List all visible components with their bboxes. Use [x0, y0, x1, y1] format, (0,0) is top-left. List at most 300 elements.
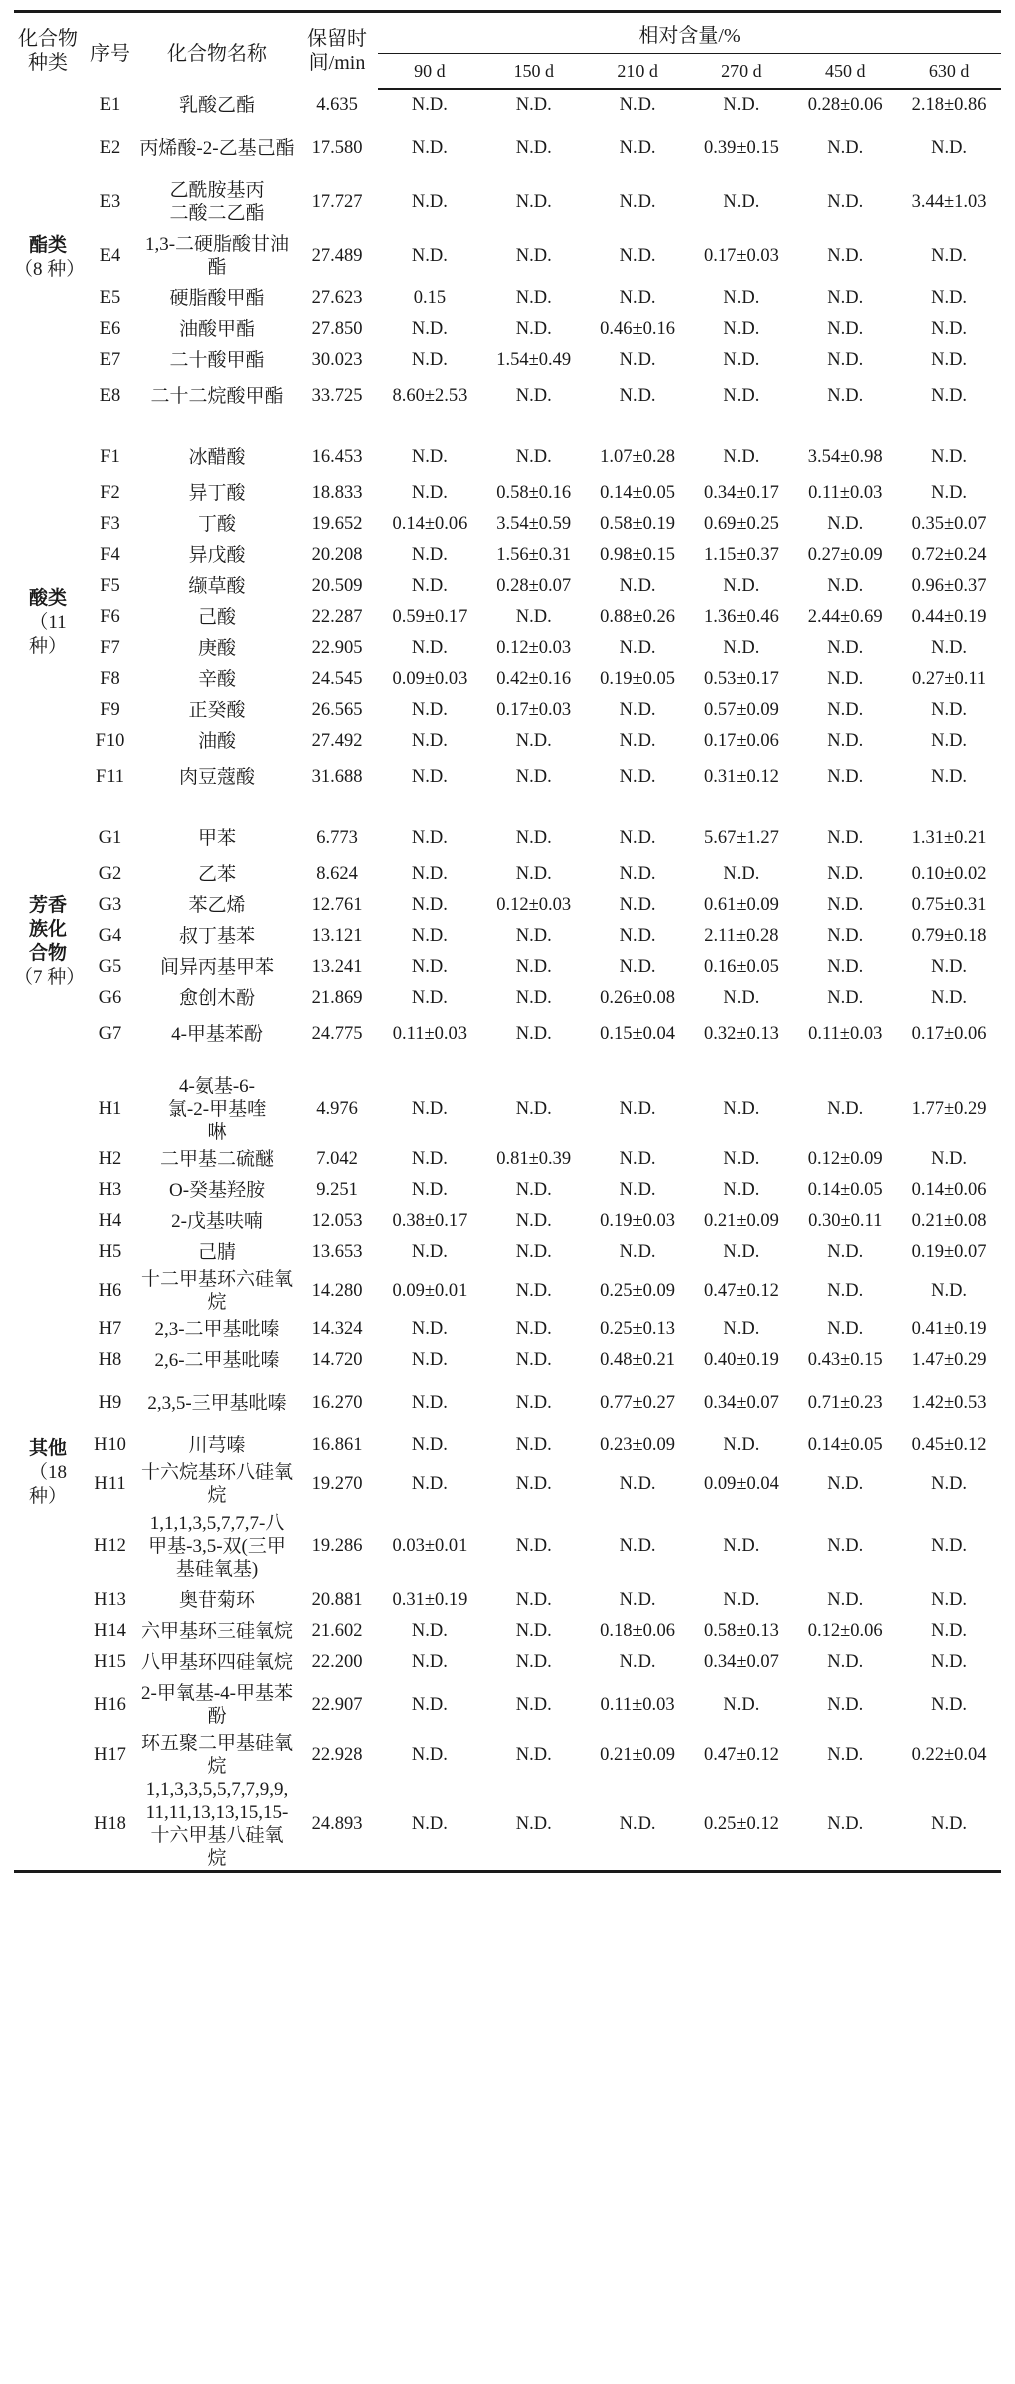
compound-name-cell [138, 1065, 296, 1144]
content-value-630d: N.D. [931, 1473, 968, 1494]
compound-id: G4 [98, 926, 122, 946]
table-row [14, 376, 1001, 427]
table-row [14, 89, 1001, 121]
compound-name: 缬草酸 [188, 576, 246, 597]
content-value-450d: N.D. [827, 386, 864, 406]
content-value-90d: 0.14±0.06 [392, 514, 468, 534]
compound-name: 异戊酸 [188, 545, 246, 566]
content-value-450d: N.D. [827, 638, 864, 658]
compound-name: 异丁酸 [188, 483, 246, 504]
content-value-630d: N.D. [931, 988, 968, 1008]
table-row [14, 121, 1001, 175]
content-value-150d: N.D. [515, 288, 552, 308]
content-value-210d: N.D. [619, 137, 656, 158]
header-category: 化合物种类 [18, 28, 78, 74]
content-value-150d: N.D. [515, 1099, 552, 1119]
retention-time: 26.565 [311, 700, 363, 720]
content-value-90d: N.D. [411, 1242, 448, 1262]
content-value-90d: N.D. [411, 700, 448, 720]
content-value-450d: 0.27±0.09 [807, 545, 883, 565]
content-value-450d: N.D. [827, 957, 864, 977]
retention-time: 21.602 [311, 1621, 363, 1641]
content-value-90d: N.D. [411, 350, 448, 370]
content-value-630d: 0.44±0.19 [911, 607, 987, 627]
compound-name-cell [138, 952, 296, 983]
compound-id: H10 [94, 1435, 126, 1455]
compound-name: 2,6-二甲基吡嗪 [154, 1350, 280, 1371]
content-value-150d: N.D. [515, 1242, 552, 1262]
compound-name-cell [138, 283, 296, 314]
compound-id: H14 [94, 1621, 126, 1641]
content-value-630d: 0.14±0.06 [911, 1180, 987, 1200]
retention-time: 22.200 [311, 1652, 363, 1672]
retention-time: 14.720 [311, 1350, 363, 1370]
content-value-150d: 3.54±0.59 [496, 514, 572, 534]
category-label: 其他 [28, 1437, 67, 1459]
content-value-210d: 0.46±0.16 [600, 319, 676, 339]
content-value-270d: 0.25±0.12 [703, 1813, 779, 1834]
content-value-630d: N.D. [931, 245, 968, 266]
retention-time: 24.545 [311, 669, 363, 689]
content-value-90d: N.D. [411, 1180, 448, 1200]
content-value-90d: N.D. [411, 1392, 448, 1413]
compound-id: F6 [100, 607, 120, 627]
content-value-90d: N.D. [411, 483, 448, 503]
table-row [14, 1616, 1001, 1647]
compound-id: F4 [100, 545, 120, 565]
category-label: 芳香族化合物 [28, 894, 67, 964]
content-value-90d: N.D. [411, 447, 448, 467]
table-row [14, 1430, 1001, 1461]
compound-id: E3 [99, 191, 121, 212]
compound-name: 愈创木酚 [178, 988, 255, 1009]
content-value-630d: N.D. [931, 767, 968, 787]
content-value-450d: 0.11±0.03 [808, 483, 883, 503]
content-value-450d: N.D. [827, 1590, 864, 1610]
content-value-630d: N.D. [931, 288, 968, 308]
compound-name-cell [138, 478, 296, 509]
category-cell [14, 808, 86, 1065]
compound-id: H1 [98, 1099, 122, 1119]
content-value-630d: N.D. [931, 1280, 968, 1301]
content-value-630d: N.D. [931, 957, 968, 977]
content-value-270d: N.D. [723, 1099, 760, 1119]
compound-name: 2-戊基呋喃 [171, 1211, 263, 1232]
content-value-270d: N.D. [723, 1180, 760, 1200]
content-value-270d: 1.15±0.37 [703, 545, 779, 565]
table-row [14, 952, 1001, 983]
compound-name: 4-甲基苯酚 [171, 1024, 263, 1045]
content-value-150d: N.D. [515, 1744, 552, 1765]
compound-name-cell [138, 1507, 296, 1585]
content-value-210d: 0.26±0.08 [600, 988, 676, 1008]
compound-name-cell [138, 859, 296, 890]
compound-id: H2 [98, 1149, 122, 1169]
table-row [14, 229, 1001, 283]
content-value-150d: 0.17±0.03 [496, 700, 572, 720]
content-value-150d: N.D. [515, 1024, 552, 1044]
content-value-210d: 0.19±0.03 [600, 1211, 676, 1231]
compound-name-cell [138, 1430, 296, 1461]
content-value-210d: 0.18±0.06 [600, 1621, 676, 1641]
compound-id: G5 [98, 957, 122, 977]
compound-id: E8 [99, 386, 121, 406]
content-value-630d: 0.10±0.02 [911, 864, 987, 884]
content-value-90d: 0.03±0.01 [392, 1535, 468, 1556]
content-value-450d: 0.11±0.03 [808, 1024, 883, 1044]
compound-name-cell [138, 1461, 296, 1507]
content-value-150d: 0.12±0.03 [496, 895, 572, 915]
content-value-210d: 0.23±0.09 [600, 1435, 676, 1455]
table-row [14, 1647, 1001, 1678]
content-value-630d: N.D. [931, 483, 968, 503]
content-value-210d: N.D. [619, 638, 656, 658]
content-value-270d: 0.31±0.12 [703, 767, 779, 787]
content-value-450d: 0.14±0.05 [807, 1180, 883, 1200]
retention-time: 24.893 [311, 1813, 363, 1834]
content-value-630d: 0.21±0.08 [911, 1211, 987, 1231]
retention-time: 17.580 [311, 137, 363, 158]
content-value-150d: N.D. [515, 1319, 552, 1339]
content-value-270d: 0.21±0.09 [703, 1211, 779, 1231]
content-value-210d: 0.11±0.03 [600, 1694, 675, 1715]
content-value-210d: N.D. [619, 350, 656, 370]
category-label: 酸类 [28, 587, 67, 609]
content-value-270d: 5.67±1.27 [703, 828, 779, 848]
content-value-630d: 1.77±0.29 [911, 1099, 987, 1119]
content-value-150d: N.D. [515, 1652, 552, 1672]
compound-name: 十六烷基环八硅氧烷 [140, 1462, 293, 1506]
content-value-90d: N.D. [411, 245, 448, 266]
compound-name: 硬脂酸甲酯 [169, 288, 265, 309]
content-value-270d: 0.09±0.04 [703, 1473, 779, 1494]
table-row [14, 602, 1001, 633]
compound-name-cell [138, 571, 296, 602]
content-value-630d: 0.35±0.07 [911, 514, 987, 534]
content-value-270d: 0.69±0.25 [703, 514, 779, 534]
retention-time: 22.907 [311, 1694, 363, 1715]
content-value-150d: N.D. [515, 926, 552, 946]
compound-name-cell [138, 509, 296, 540]
content-value-90d: N.D. [411, 864, 448, 884]
content-value-210d: N.D. [619, 1813, 656, 1834]
compound-name: 苯乙烯 [188, 895, 246, 916]
content-value-630d: N.D. [931, 1590, 968, 1610]
content-value-450d: N.D. [827, 319, 864, 339]
content-value-210d: N.D. [619, 767, 656, 787]
compound-name: 十二甲基环六硅氧烷 [140, 1269, 293, 1313]
content-value-270d: N.D. [723, 386, 760, 406]
compound-name-cell [138, 427, 296, 478]
table-row [14, 1507, 1001, 1585]
content-value-90d: N.D. [411, 1694, 448, 1715]
compound-name: 己腈 [197, 1242, 236, 1263]
compound-name-cell [138, 175, 296, 229]
compound-name-cell [138, 633, 296, 664]
retention-time: 22.928 [311, 1744, 363, 1765]
retention-time: 6.773 [316, 828, 358, 848]
compound-name-cell [138, 921, 296, 952]
content-value-450d: N.D. [827, 137, 864, 158]
content-value-270d: 0.47±0.12 [703, 1744, 779, 1765]
compound-id: G7 [98, 1024, 122, 1044]
content-value-630d: N.D. [931, 1621, 968, 1641]
compound-name: 川芎嗪 [188, 1435, 246, 1456]
content-value-630d: 2.18±0.86 [911, 95, 987, 115]
compound-id: G3 [98, 895, 122, 915]
content-value-210d: 0.98±0.15 [600, 545, 676, 565]
content-value-210d: N.D. [619, 191, 656, 212]
table-row [14, 1206, 1001, 1237]
retention-time: 18.833 [311, 483, 363, 503]
content-value-90d: N.D. [411, 1149, 448, 1169]
content-value-210d: N.D. [619, 1242, 656, 1262]
compound-name-cell [138, 121, 296, 175]
content-value-90d: N.D. [411, 828, 448, 848]
content-value-90d: 0.11±0.03 [392, 1024, 468, 1044]
content-value-150d: N.D. [515, 447, 552, 467]
content-value-270d: 0.34±0.17 [703, 483, 779, 503]
header-name: 化合物名称 [167, 42, 267, 65]
content-value-450d: N.D. [827, 864, 864, 884]
content-value-90d: N.D. [411, 137, 448, 158]
compound-name-cell [138, 1268, 296, 1314]
retention-time: 19.286 [311, 1535, 363, 1556]
compound-id: H17 [94, 1744, 126, 1765]
compound-id: F11 [95, 767, 125, 787]
content-value-270d: 0.32±0.13 [703, 1024, 779, 1044]
content-value-630d: 0.17±0.06 [911, 1024, 987, 1044]
content-value-630d: N.D. [931, 1694, 968, 1715]
compound-id: E6 [99, 319, 121, 339]
compound-name: 丁酸 [197, 514, 236, 535]
table-row [14, 1376, 1001, 1430]
compound-id: H7 [98, 1319, 122, 1339]
compound-name: 二甲基二硫醚 [159, 1149, 274, 1170]
content-value-270d: N.D. [723, 1319, 760, 1339]
compound-table [14, 10, 1001, 1873]
retention-time: 22.287 [311, 607, 363, 627]
category-count: （7 种） [14, 966, 86, 988]
table-row [14, 1585, 1001, 1616]
content-value-90d: N.D. [411, 319, 448, 339]
content-value-630d: 1.42±0.53 [911, 1392, 987, 1413]
content-value-90d: N.D. [411, 1813, 448, 1834]
compound-name: 2-甲氧基-4-甲基苯酚 [141, 1683, 293, 1727]
content-value-210d: N.D. [619, 1590, 656, 1610]
content-value-450d: N.D. [827, 576, 864, 596]
content-value-270d: N.D. [723, 864, 760, 884]
retention-time: 21.869 [311, 988, 363, 1008]
content-value-150d: N.D. [515, 1694, 552, 1715]
compound-name: 庚酸 [197, 638, 236, 659]
content-value-210d: 0.48±0.21 [600, 1350, 676, 1370]
table-row [14, 664, 1001, 695]
compound-name-cell [138, 890, 296, 921]
retention-time: 20.208 [311, 545, 363, 565]
content-value-630d: N.D. [931, 1813, 968, 1834]
content-value-630d: N.D. [931, 638, 968, 658]
content-value-90d: N.D. [411, 731, 448, 751]
compound-name-cell [138, 540, 296, 571]
table-row [14, 1175, 1001, 1206]
table-row [14, 1461, 1001, 1507]
content-value-90d: N.D. [411, 1099, 448, 1119]
content-value-630d: N.D. [931, 1535, 968, 1556]
table-row [14, 921, 1001, 952]
table-row [14, 1144, 1001, 1175]
compound-name-cell [138, 314, 296, 345]
retention-time: 4.976 [316, 1099, 358, 1119]
content-value-630d: N.D. [931, 1149, 968, 1169]
content-value-450d: N.D. [827, 700, 864, 720]
content-value-210d: N.D. [619, 828, 656, 848]
compound-name-cell [138, 89, 296, 121]
compound-id: F3 [100, 514, 120, 534]
compound-name: 正癸酸 [188, 700, 246, 721]
compound-name-cell [138, 1144, 296, 1175]
content-value-450d: N.D. [827, 1319, 864, 1339]
content-value-150d: N.D. [515, 767, 552, 787]
content-value-150d: N.D. [515, 988, 552, 1008]
content-value-150d: N.D. [515, 1621, 552, 1641]
content-value-270d: N.D. [723, 1535, 760, 1556]
compound-name: 1,1,3,3,5,5,7,7,9,9,11,11,13,13,15,15-十六甲基八硅氧烷 [145, 1779, 289, 1869]
content-value-270d: 0.53±0.17 [703, 669, 779, 689]
content-value-270d: N.D. [723, 191, 760, 212]
content-value-90d: 0.59±0.17 [392, 607, 468, 627]
content-value-450d: N.D. [827, 1813, 864, 1834]
retention-time: 20.509 [311, 576, 363, 596]
content-value-450d: N.D. [827, 926, 864, 946]
content-value-270d: 0.17±0.03 [703, 245, 779, 266]
compound-name-cell [138, 664, 296, 695]
compound-id: H9 [98, 1392, 122, 1413]
retention-time: 13.653 [311, 1242, 363, 1262]
compound-id: H13 [94, 1590, 126, 1610]
header-day-5: 630 d [897, 54, 1001, 90]
header-id: 序号 [90, 42, 130, 65]
compound-name: 4-氨基-6-氯-2-甲基喹啉 [167, 1076, 267, 1143]
compound-name: 肉豆蔻酸 [178, 767, 255, 788]
content-value-210d: 0.88±0.26 [600, 607, 676, 627]
compound-id: E2 [99, 137, 121, 158]
content-value-270d: 0.39±0.15 [703, 137, 779, 158]
content-value-150d: N.D. [515, 386, 552, 406]
category-cell [14, 1065, 82, 1872]
content-value-270d: 0.57±0.09 [703, 700, 779, 720]
compound-id: F5 [100, 576, 120, 596]
compound-id: H16 [94, 1694, 126, 1715]
content-value-150d: 0.12±0.03 [496, 638, 572, 658]
content-value-210d: N.D. [619, 731, 656, 751]
content-value-90d: N.D. [411, 95, 448, 115]
retention-time: 12.053 [311, 1211, 363, 1231]
content-value-210d: N.D. [619, 926, 656, 946]
content-value-210d: 0.25±0.09 [600, 1280, 676, 1301]
content-value-450d: 0.71±0.23 [807, 1392, 883, 1413]
content-value-270d: N.D. [723, 576, 760, 596]
content-value-210d: 0.77±0.27 [600, 1392, 676, 1413]
content-value-210d: N.D. [619, 1099, 656, 1119]
compound-id: F1 [100, 447, 120, 467]
content-value-450d: N.D. [827, 1280, 864, 1301]
table-row [14, 427, 1001, 478]
header-retention-time: 保留时间/min [307, 28, 367, 74]
table-body [14, 89, 1001, 1872]
compound-id: F9 [100, 700, 120, 720]
content-value-270d: N.D. [723, 988, 760, 1008]
content-value-150d: N.D. [515, 137, 552, 158]
content-value-90d: N.D. [411, 895, 448, 915]
content-value-150d: 1.54±0.49 [496, 350, 572, 370]
content-value-150d: N.D. [515, 828, 552, 848]
content-value-270d: N.D. [723, 1435, 760, 1455]
compound-name-cell [138, 1778, 296, 1872]
content-value-210d: N.D. [619, 576, 656, 596]
table-row [14, 1268, 1001, 1314]
content-value-210d: N.D. [619, 864, 656, 884]
header-day-1: 150 d [482, 54, 586, 90]
compound-name: 1,3-二硬脂酸甘油酯 [144, 234, 290, 278]
retention-time: 16.270 [311, 1392, 363, 1413]
compound-id: H5 [98, 1242, 122, 1262]
table-row [14, 175, 1001, 229]
table-row [14, 1065, 1001, 1144]
compound-name-cell [138, 1345, 296, 1376]
content-value-150d: N.D. [515, 1435, 552, 1455]
compound-name: 环五聚二甲基硅氧烷 [140, 1733, 293, 1777]
retention-time: 33.725 [311, 386, 363, 406]
retention-time: 19.652 [311, 514, 363, 534]
content-value-270d: 0.61±0.09 [703, 895, 779, 915]
compound-id: G2 [98, 864, 122, 884]
content-value-450d: N.D. [827, 288, 864, 308]
content-value-90d: N.D. [411, 767, 448, 787]
compound-name: 冰醋酸 [188, 447, 246, 468]
content-value-630d: N.D. [931, 700, 968, 720]
retention-time: 27.850 [311, 319, 363, 339]
table-row [14, 695, 1001, 726]
compound-id: G1 [98, 828, 122, 848]
content-value-90d: N.D. [411, 1350, 448, 1370]
retention-time: 16.861 [311, 1435, 363, 1455]
compound-name: 油酸 [197, 731, 236, 752]
content-value-630d: N.D. [931, 1652, 968, 1672]
content-value-270d: 0.58±0.13 [703, 1621, 779, 1641]
content-value-150d: N.D. [515, 245, 552, 266]
category-cell [14, 427, 82, 808]
content-value-90d: N.D. [411, 1744, 448, 1765]
content-value-150d: N.D. [515, 731, 552, 751]
retention-time: 4.635 [316, 94, 358, 115]
content-value-450d: 0.30±0.11 [808, 1211, 883, 1231]
content-value-630d: 3.44±1.03 [911, 191, 987, 212]
content-value-210d: N.D. [619, 386, 656, 406]
compound-name-cell [138, 1376, 296, 1430]
content-value-270d: 1.36±0.46 [703, 607, 779, 627]
compound-name-cell [138, 1732, 296, 1778]
content-value-90d: N.D. [411, 1473, 448, 1494]
content-value-90d: N.D. [411, 638, 448, 658]
compound-name: 奥苷菊环 [178, 1590, 255, 1611]
compound-name-cell [138, 602, 296, 633]
content-value-630d: 0.96±0.37 [911, 576, 987, 596]
table-row [14, 757, 1001, 808]
content-value-630d: 1.47±0.29 [911, 1350, 987, 1370]
retention-time: 31.688 [311, 767, 363, 787]
retention-time: 16.453 [311, 447, 363, 467]
